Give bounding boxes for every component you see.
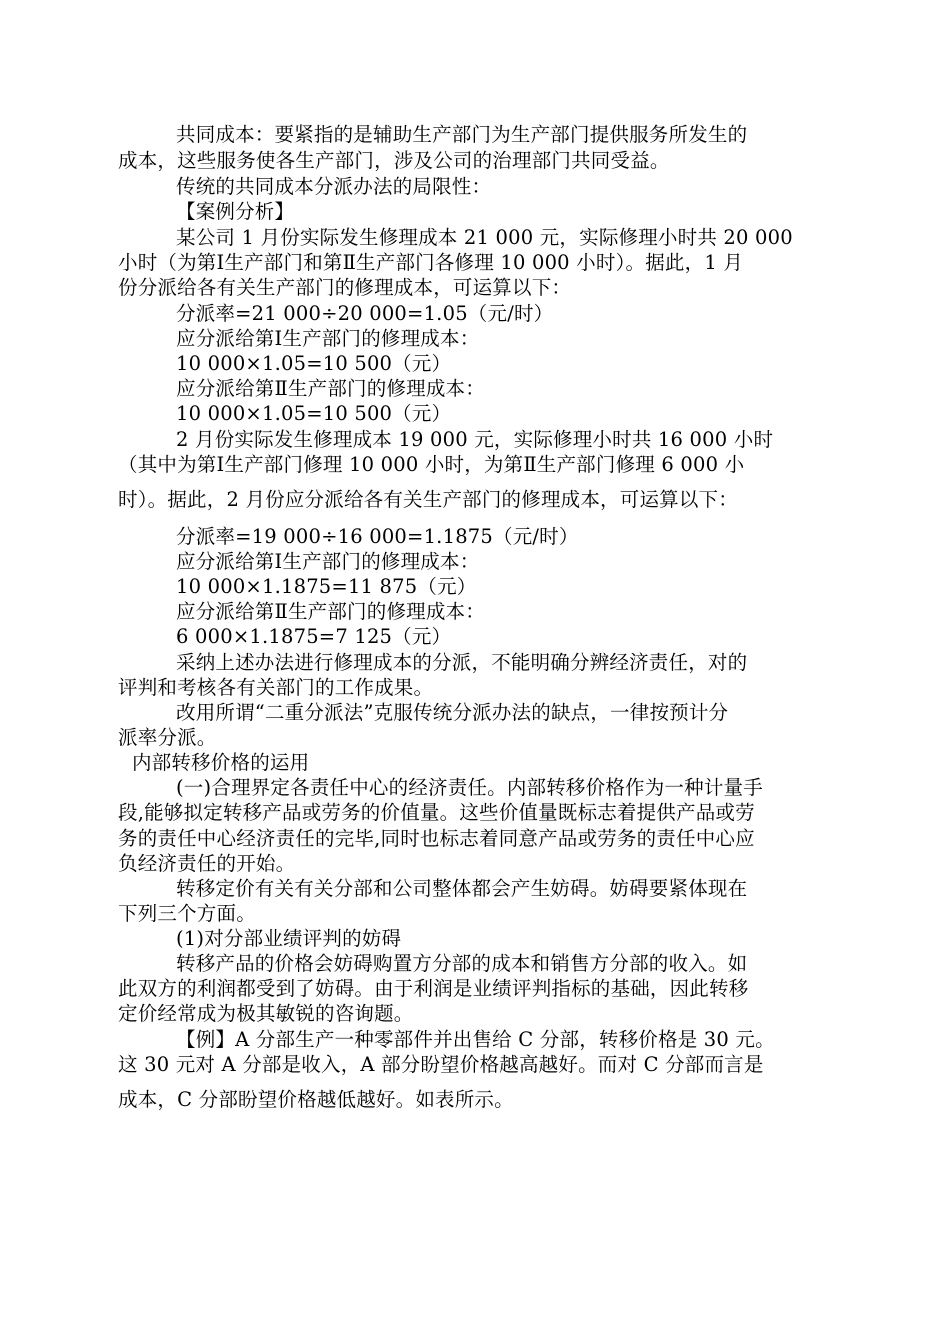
paragraph-line: 应分派给第Ⅱ生产部门的修理成本： xyxy=(176,600,485,623)
sub-heading: (1)对分部业绩评判的妨碍 xyxy=(176,927,402,950)
paragraph-line: 下列三个方面。 xyxy=(118,902,256,925)
section-heading: 内部转移价格的运用 xyxy=(132,751,310,774)
paragraph-line: 这 30 元对 A 分部是收入，A 部分盼望价格越高越好。而对 C 分部而言是 xyxy=(118,1053,764,1076)
paragraph-line: 应分派给第Ⅰ生产部门的修理成本： xyxy=(176,327,480,350)
formula-line: 10 000×1.05=10 500（元） xyxy=(176,402,452,425)
paragraph-line: 应分派给第Ⅰ生产部门的修理成本： xyxy=(176,550,480,573)
formula-line: 分派率=21 000÷20 000=1.05（元/时） xyxy=(176,302,554,325)
paragraph-line: 负经济责任的开始。 xyxy=(118,852,296,875)
paragraph-line: 派率分派。 xyxy=(118,726,217,749)
paragraph-line: 此双方的利润都受到了妨碍。由于利润是业绩评判指标的基础，因此转移 xyxy=(118,977,749,1000)
paragraph-line: 2 月份实际发生修理成本 19 000 元，实际修理小时共 16 000 小时 xyxy=(176,428,774,451)
paragraph-line: （其中为第Ⅰ生产部门修理 10 000 小时，为第Ⅱ生产部门修理 6 000 小 xyxy=(118,453,745,476)
paragraph-line: 成本，C 分部盼望价格越低越好。如表所示。 xyxy=(118,1088,514,1111)
paragraph-line: 传统的共同成本分派办法的局限性： xyxy=(176,175,492,198)
paragraph-line: (一)合理界定各责任中心的经济责任。内部转移价格作为一种计量手 xyxy=(176,776,763,799)
formula-line: 10 000×1.1875=11 875（元） xyxy=(176,575,477,598)
paragraph-line: 某公司 1 月份实际发生修理成本 21 000 元，实际修理小时共 20 000 xyxy=(176,226,793,249)
paragraph-line: 转移产品的价格会妨碍购置方分部的成本和销售方分部的收入。如 xyxy=(176,952,748,975)
paragraph-line: 转移定价有关有关分部和公司整体都会产生妨碍。妨碍要紧体现在 xyxy=(176,877,748,900)
formula-line: 分派率=19 000÷16 000=1.1875（元/时） xyxy=(176,525,579,548)
paragraph-line: 【例】A 分部生产一种零部件并出售给 C 分部，转移价格是 30 元。 xyxy=(176,1028,775,1051)
paragraph-line: 段,能够拟定转移产品或劳务的价值量。这些价值量既标志着提供产品或劳 xyxy=(118,801,755,824)
paragraph-line: 评判和考核各有关部门的工作成果。 xyxy=(118,676,434,699)
paragraph-line: 改用所谓“二重分派法”克服传统分派办法的缺点，一律按预计分 xyxy=(176,701,729,724)
paragraph-line: 小时（为第Ⅰ生产部门和第Ⅱ生产部门各修理 10 000 小时）。据此，1 月 xyxy=(118,251,744,274)
formula-line: 10 000×1.05=10 500（元） xyxy=(176,352,452,375)
paragraph-line: 采纳上述办法进行修理成本的分派，不能明确分辨经济责任，对的 xyxy=(176,651,748,674)
paragraph-line: 务的责任中心经济责任的完毕,同时也标志着同意产品或劳务的责任中心应 xyxy=(118,827,755,850)
paragraph-line: 成本，这些服务使各生产部门，涉及公司的治理部门共同受益。 xyxy=(118,149,670,172)
formula-line: 6 000×1.1875=7 125（元） xyxy=(176,625,452,648)
paragraph-line: 定价经常成为极其敏锐的咨询题。 xyxy=(118,1002,414,1025)
paragraph-line: 时）。据此，2 月份应分派给各有关生产部门的修理成本，可运算以下： xyxy=(118,488,738,511)
paragraph-line: 份分派给各有关生产部门的修理成本，可运算以下： xyxy=(118,276,572,299)
section-heading: 【案例分析】 xyxy=(176,200,295,223)
paragraph-line: 应分派给第Ⅱ生产部门的修理成本： xyxy=(176,377,485,400)
paragraph-line: 共同成本：要紧指的是辅助生产部门为生产部门提供服务所发生的 xyxy=(176,123,748,146)
